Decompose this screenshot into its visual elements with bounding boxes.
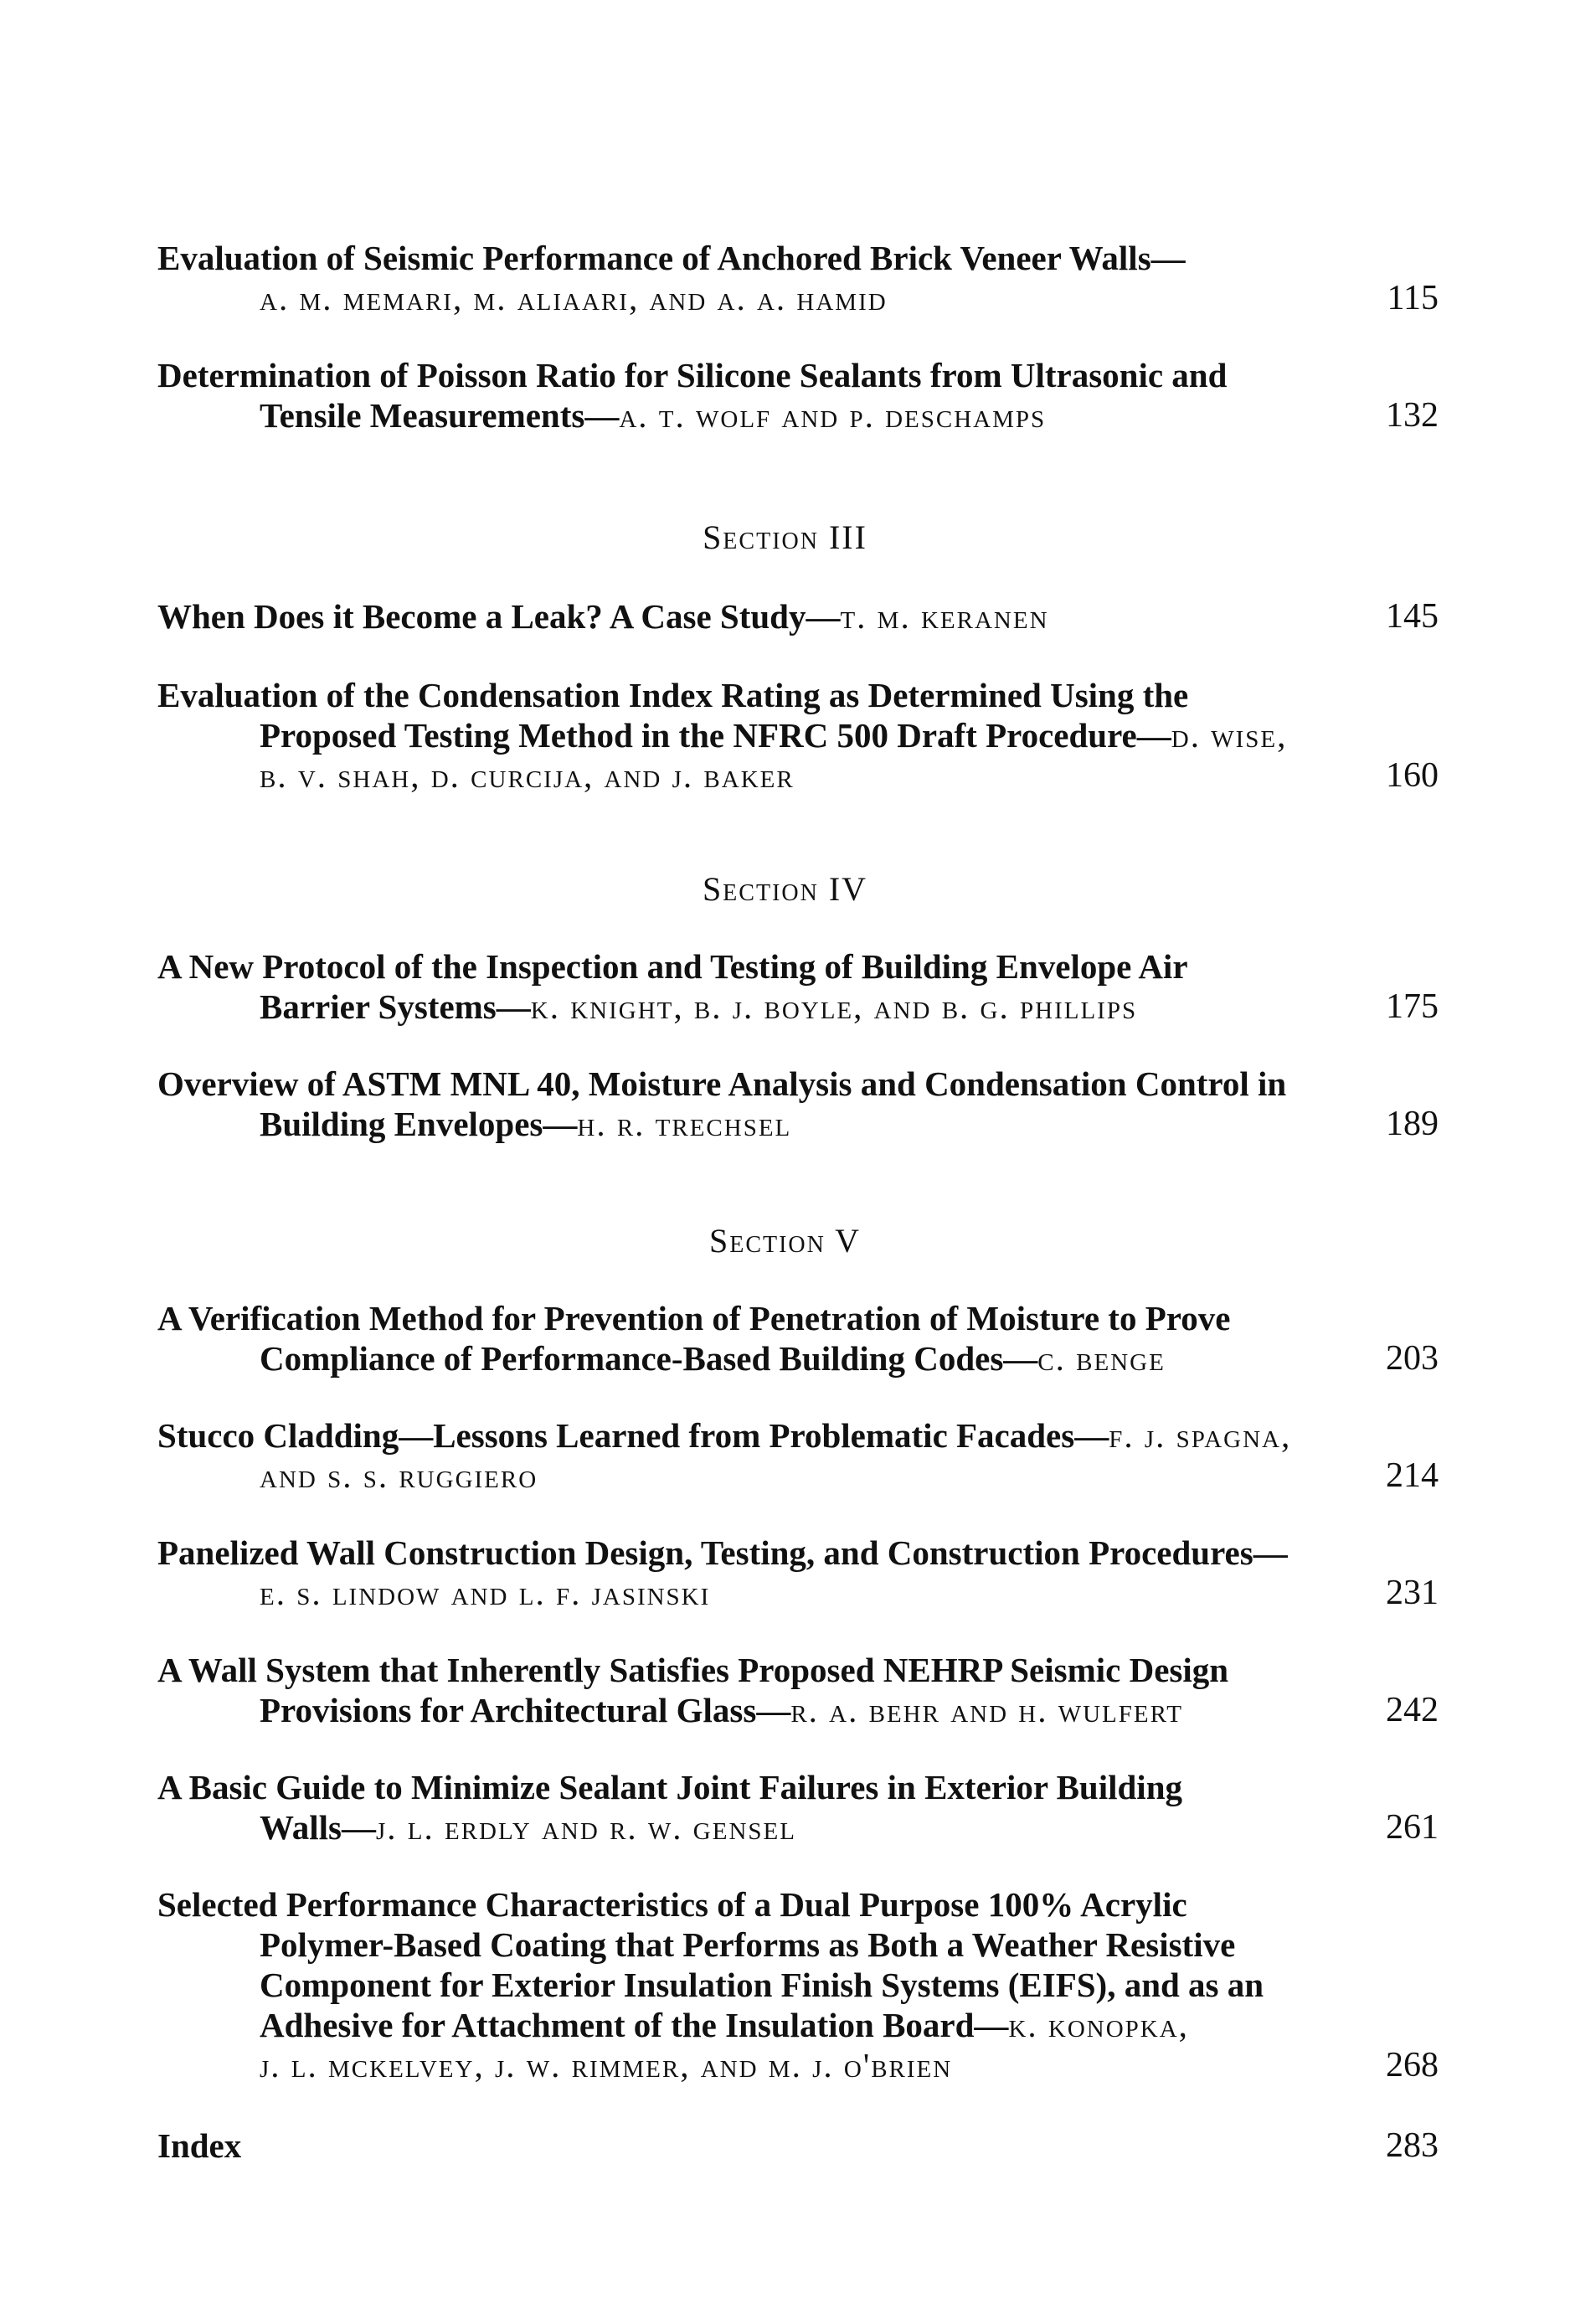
entry-title: Building Envelopes— [260,1105,578,1143]
entry-title: Component for Exterior Insulation Finish Systems (EIFS), and as an [260,1966,1264,2004]
entry-title: Compliance of Performance-Based Building Codes— [260,1339,1038,1378]
entry-title: A Verification Method for Prevention of Penetration of Moisture to Prove [157,1299,1231,1337]
entry-title: Panelized Wall Construction Design, Testing, and Construction Procedures— [157,1533,1288,1572]
entry-authors: e. s. lindow and l. f. jasinski [260,1574,711,1612]
entry-title: A Basic Guide to Minimize Sealant Joint Failures in Exterior Building [157,1768,1182,1806]
entry-page: 115 [1387,279,1439,317]
entry-title: Provisions for Architectural Glass— [260,1691,791,1729]
entry-page: 231 [1386,1574,1439,1612]
entry-title: A Wall System that Inherently Satisfies Proposed NEHRP Seismic Design [157,1651,1229,1689]
entry-title: Evaluation of Seismic Performance of Anchored Brick Veneer Walls— [157,239,1186,277]
entry-page: 268 [1386,2046,1439,2084]
entry-page: 160 [1386,756,1439,795]
entry-authors: k. knight, b. j. boyle, and b. g. phillips [530,987,1138,1026]
entry-authors: and s. s. ruggiero [260,1456,538,1495]
section-heading: Section V [708,1222,862,1260]
entry-title: Polymer-Based Coating that Performs as Both a Weather Resistive [260,1925,1236,1964]
entry-authors: t. m. keranen [840,597,1049,636]
entry-page: 261 [1386,1808,1439,1847]
entry-title: Stucco Cladding—Lessons Learned from Problematic Facades— [157,1416,1109,1455]
index-label: Index [157,2126,242,2165]
entry-title: When Does it Become a Leak? A Case Study— [157,597,841,636]
entry-authors: a. t. wolf and p. deschamps [619,396,1047,435]
section-heading: Section IV [702,870,868,908]
entry-authors: a. m. memari, m. aliaari, and a. a. hamid [260,279,888,317]
entry-authors: f. j. spagna, [1109,1416,1292,1455]
index-page: 283 [1386,2126,1439,2165]
entry-title: Selected Performance Characteristics of a Dual Purpose 100% Acrylic [157,1885,1187,1924]
entry-title: Determination of Poisson Ratio for Silicone Sealants from Ultrasonic and [157,356,1228,394]
entry-title: A New Protocol of the Inspection and Testing of Building Envelope Air [157,947,1188,986]
entry-title: Barrier Systems— [260,987,531,1026]
entry-page: 175 [1386,987,1439,1026]
entry-authors: h. r. trechsel [577,1105,792,1143]
entry-title: Tensile Measurements— [260,396,620,435]
entry-title: Adhesive for Attachment of the Insulation Board— [260,2006,1009,2044]
entry-authors: d. wise, [1171,716,1288,755]
entry-authors: j. l. mckelvey, j. w. rimmer, and m. j. o'brien [260,2046,953,2084]
entry-title: Evaluation of the Condensation Index Rating as Determined Using the [157,676,1189,714]
entry-page: 203 [1386,1339,1439,1378]
entry-authors: r. a. behr and h. wulfert [790,1691,1183,1729]
entry-page: 132 [1386,396,1439,435]
entry-page: 242 [1386,1691,1439,1729]
section-heading: Section III [703,518,867,556]
entry-authors: k. konopka, [1008,2006,1189,2044]
entry-page: 214 [1386,1456,1439,1495]
entry-authors: b. v. shah, d. curcija, and j. baker [260,756,795,795]
entry-authors: j. l. erdly and r. w. gensel [375,1808,796,1847]
entry-title: Overview of ASTM MNL 40, Moisture Analysis and Condensation Control in [157,1064,1287,1103]
entry-page: 189 [1386,1105,1439,1143]
entry-title: Walls— [260,1808,376,1847]
entry-title: Proposed Testing Method in the NFRC 500 Draft Procedure— [260,716,1171,755]
entry-authors: c. benge [1037,1339,1166,1378]
entry-page: 145 [1386,597,1439,636]
